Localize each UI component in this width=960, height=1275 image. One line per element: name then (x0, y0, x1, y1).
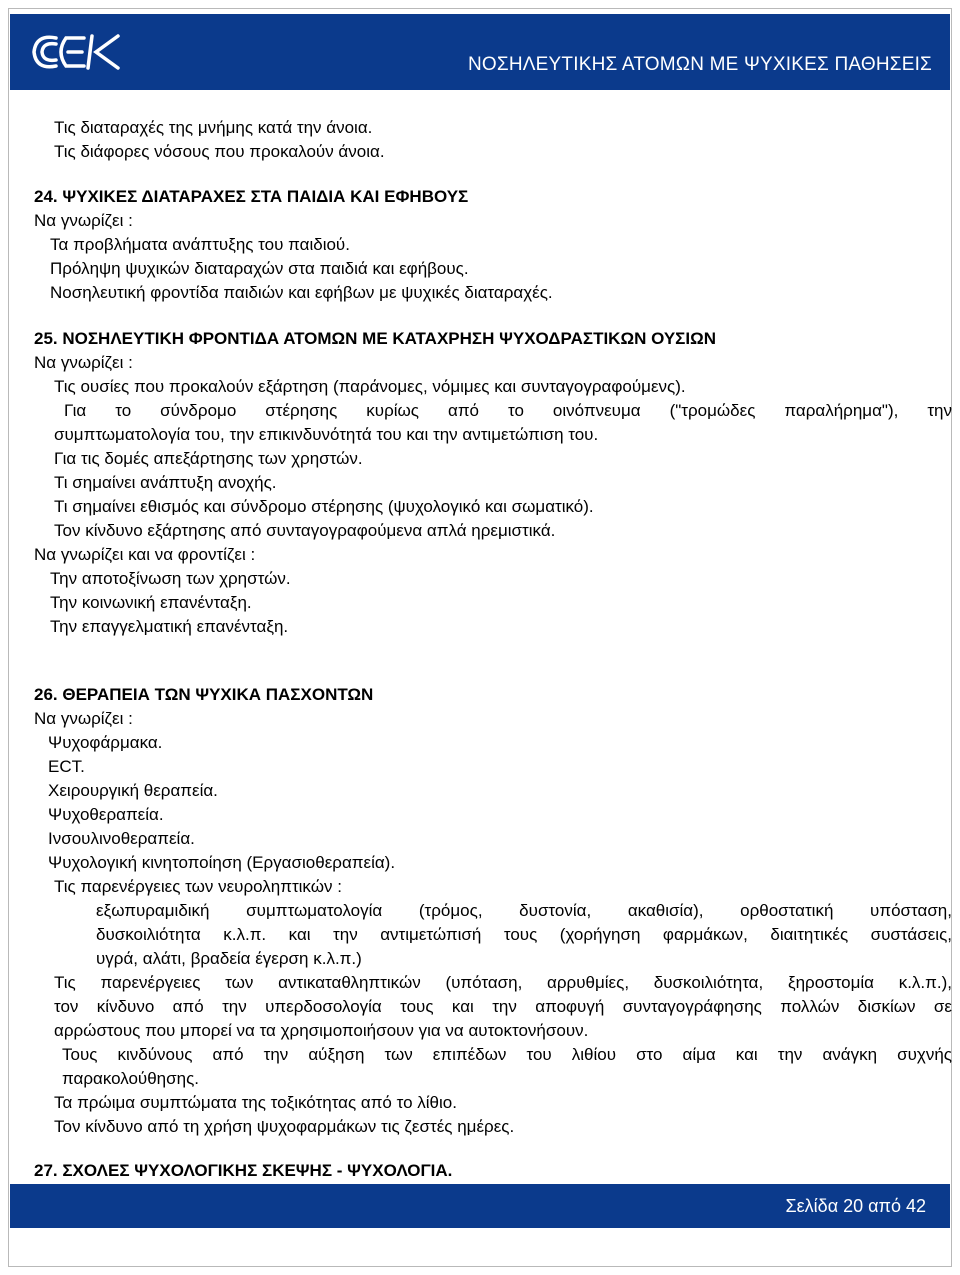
list-item: Τις παρενέργειες των νευροληπτικών : (54, 877, 342, 896)
list-item: Ψυχοφάρμακα. (48, 733, 163, 752)
list-item: Ψυχοθεραπεία. (48, 805, 164, 824)
list-item: Ψυχολογική κινητοποίηση (Εργασιοθεραπεία). (48, 853, 396, 872)
list-item: Τα πρώιμα συμπτώματα της τοξικότητας από το λίθιο. (54, 1093, 457, 1112)
list-item-justified: Για το σύνδρομο στέρησης κυρίως από το οινόπνευμα ("τρομώδες παραλήρημα"), την (64, 401, 952, 420)
know-care-label: Να γνωρίζει και να φροντίζει : (34, 545, 256, 564)
text-line: Τις διάφορες νόσους που προκαλούν άνοια. (54, 142, 385, 161)
know-label: Να γνωρίζει : (34, 353, 133, 372)
list-item: Τον κίνδυνο εξάρτησης από συνταγογραφούμενα απλά ηρεμιστικά. (54, 521, 556, 540)
list-item-continuation: παρακολούθησης. (62, 1069, 200, 1088)
sub-item-justified: δυσκοιλιότητα κ.λ.π. και την αντιμετώπισή τους (χορήγηση φαρμάκων, διαιτητικές συστάσεις, (96, 925, 952, 944)
section-heading-25: 25. ΝΟΣΗΛΕΥΤΙΚΗ ΦΡΟΝΤΙΔΑ ΑΤΟΜΩΝ ΜΕ ΚΑΤΑΧΡΗΣΗ ΨΥΧΟΔΡΑΣΤΙΚΩΝ ΟΥΣΙΩΝ (34, 329, 717, 348)
list-item-justified: τον κίνδυνο από την υπερδοσολογία τους και την αποφυγή συνταγογράφησης πολλών δισκίων σε (54, 997, 952, 1016)
section-heading-26: 26. ΘΕΡΑΠΕΙΑ ΤΩΝ ΨΥΧΙΚΑ ΠΑΣΧΟΝΤΩΝ (34, 685, 374, 704)
page-number: Σελίδα 20 από 42 (785, 1196, 926, 1216)
know-label: Να γνωρίζει : (34, 709, 133, 728)
list-item-justified: Τους κινδύνους από την αύξηση των επιπέδων του λιθίου στο αίμα και την ανάγκη συχνής (62, 1045, 952, 1064)
list-item: Την αποτοξίνωση των χρηστών. (50, 569, 291, 588)
list-item: Την επαγγελματική επανένταξη. (50, 617, 289, 636)
footer-bar (10, 1184, 950, 1228)
list-item: ECT. (48, 757, 85, 776)
list-item: Χειρουργική θεραπεία. (48, 781, 218, 800)
list-item: Ινσουλινοθεραπεία. (48, 829, 195, 848)
section-heading-27: 27. ΣΧΟΛΕΣ ΨΥΧΟΛΟΓΙΚΗΣ ΣΚΕΨΗΣ - ΨΥΧΟΛΟΓΙΑ. (34, 1161, 453, 1180)
list-item: Τον κίνδυνο από τη χρήση ψυχοφαρμάκων τις ζεστές ημέρες. (54, 1117, 515, 1136)
list-item: Τις ουσίες που προκαλούν εξάρτηση (παράνομες, νόμιμες και συνταγογραφούμενς). (54, 377, 686, 396)
list-item: Τα προβλήματα ανάπτυξης του παιδιού. (50, 235, 350, 254)
list-item: Πρόληψη ψυχικών διαταραχών στα παιδιά και εφήβους. (50, 259, 469, 278)
document-title: ΝΟΣΗΛΕΥΤΙΚΗΣ ΑΤΟΜΩΝ ΜΕ ΨΥΧΙΚΕΣ ΠΑΘΗΣΕΙΣ (468, 54, 932, 75)
list-item: Νοσηλευτική φροντίδα παιδιών και εφήβων με ψυχικές διαταραχές. (50, 283, 553, 302)
sub-item-continuation: υγρά, αλάτι, βραδεία έγερση κ.λ.π.) (96, 949, 362, 968)
sub-item-justified: εξωπυραμιδική συμπτωματολογία (τρόμος, δυστονία, ακαθισία), ορθοστατική υπόσταση, (96, 901, 952, 920)
list-item: Τι σημαίνει εθισμός και σύνδρομο στέρησης (ψυχολογικό και σωματικό). (54, 497, 594, 516)
list-item-continuation: αρρώστους που μπορεί να τα χρησιμοποιήσουν για να αυτοκτονήσουν. (54, 1021, 589, 1040)
list-item-continuation: συμπτωματολογία του, την επικινδυνότητά του και την αντιμετώπιση του. (54, 425, 599, 444)
list-item: Τι σημαίνει ανάπτυξη ανοχής. (54, 473, 277, 492)
know-label: Να γνωρίζει : (34, 211, 133, 230)
list-item: Την κοινωνική επανένταξη. (50, 593, 252, 612)
list-item: Για τις δομές απεξάρτησης των χρηστών. (54, 449, 363, 468)
section-heading-24: 24. ΨΥΧΙΚΕΣ ΔΙΑΤΑΡΑΧΕΣ ΣΤΑ ΠΑΙΔΙΑ ΚΑΙ ΕΦΗΒΟΥΣ (34, 187, 469, 206)
text-line: Τις διαταραχές της μνήμης κατά την άνοια. (54, 118, 373, 137)
list-item-justified: Τις παρενέργειες των αντικαταθληπτικών (υπόταση, αρρυθμίες, δυσκοιλιότητα, ξηροστομία κ.λ.π.), (54, 973, 952, 992)
